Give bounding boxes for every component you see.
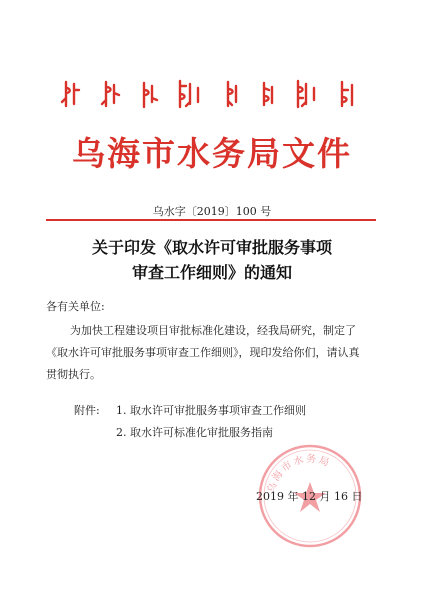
subject-line-2: 审查工作细则》的通知 <box>131 263 292 282</box>
mongolian-script-glyphs <box>60 78 364 112</box>
document-date: 2019 年 12 月 16 日 <box>256 490 363 503</box>
red-divider-line <box>46 219 376 221</box>
attachment-item-2: 2. 取水许可标准化审批服务指南 <box>116 426 273 439</box>
attachment-label: 附件: <box>74 404 100 417</box>
mongolian-title <box>60 78 364 112</box>
addressee: 各有关单位: <box>46 300 105 313</box>
body-paragraph-line-2: 《取水许可审批服务事项审查工作细则》，现印发给你们，请认真 <box>46 346 360 359</box>
attachment-item-1: 1. 取水许可审批服务事项审查工作细则 <box>116 404 306 417</box>
svg-text:乌海市水务局: 乌海市水务局 <box>266 453 333 495</box>
document-header-title: 乌海市水务局文件 <box>72 134 352 173</box>
body-paragraph-line-3: 贯彻执行。 <box>46 368 101 381</box>
document-number: 乌水字〔2019〕100 号 <box>152 205 272 218</box>
subject-line-1: 关于印发《取水许可审批服务事项 <box>91 238 332 257</box>
body-paragraph-line-1: 为加快工程建设项目审批标准化建设，经我局研究，制定了 <box>70 324 356 337</box>
